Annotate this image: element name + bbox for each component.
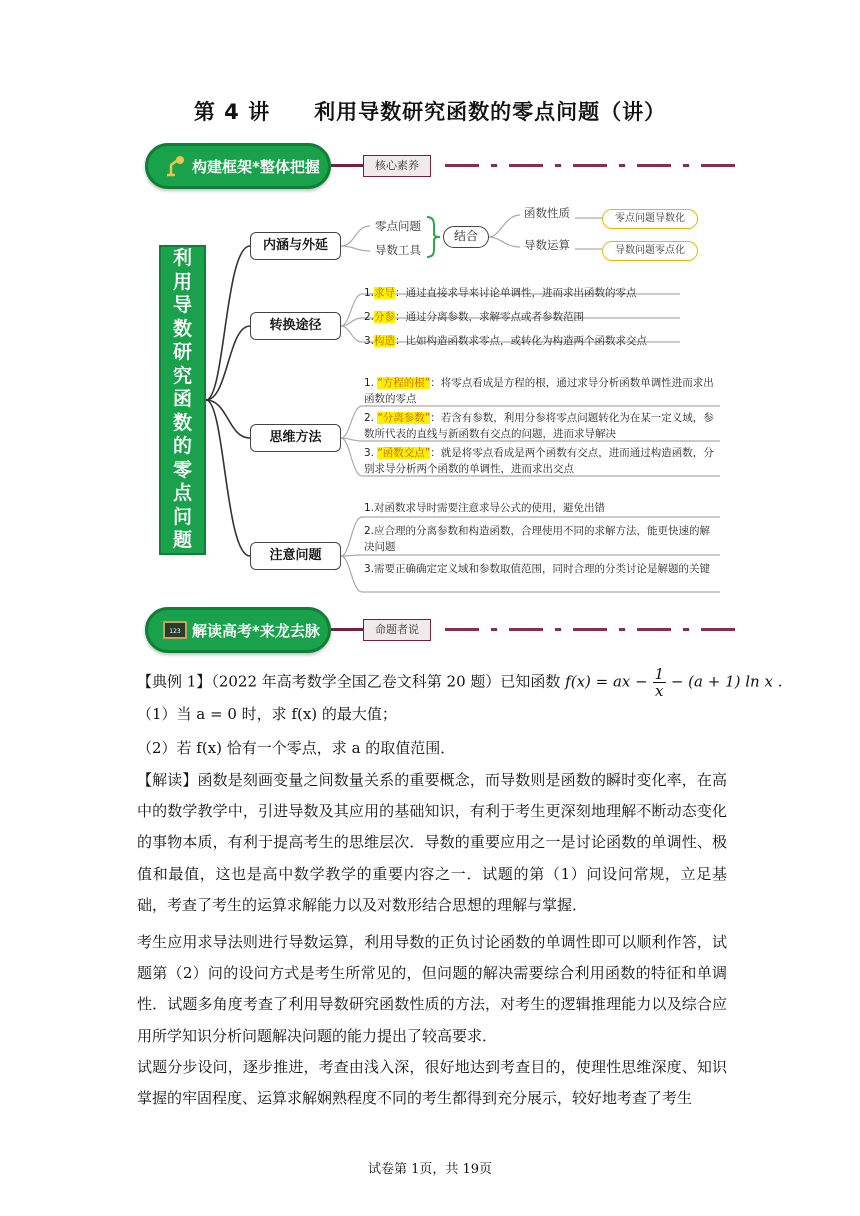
fraction-numerator: 1: [654, 665, 665, 683]
question-1: （1）当 a = 0 时，求 f(x) 的最大值；: [137, 705, 397, 723]
question-2: （2）若 f(x) 恰有一个零点，求 a 的取值范围．: [137, 739, 456, 757]
root-char: 研: [172, 341, 192, 364]
sub-derivative-operation: 导数运算: [524, 238, 570, 252]
thinking-item: [364, 410, 719, 442]
section-label: 解读高考*来龙去脉: [192, 621, 320, 640]
sub-function-property: 函数性质: [524, 206, 570, 220]
thinking-item: [364, 445, 719, 477]
root-char: 函: [172, 388, 192, 411]
item-number: 3.: [364, 447, 378, 459]
root-char: 题: [172, 529, 192, 552]
root-char: 数: [172, 317, 192, 340]
item-text: ：若含有参数，利用分参将零点问题转化为在某一定义域，参数所代表的直线与新函数有交点的问题，进而求导解决: [364, 412, 714, 440]
attention-item: 3.需要正确确定定义域和参数取值范围，同时合理的分类讨论是解题的关键: [364, 563, 711, 575]
section-label: 构建框架*整体把握: [192, 157, 320, 176]
chalkboard-icon: [162, 619, 188, 641]
page-footer: 试卷第 1页，共 19页: [367, 1162, 493, 1177]
conversion-item: [364, 309, 584, 325]
example-statement: [137, 666, 782, 699]
conversion-item: [364, 333, 647, 349]
item-keyword: “方程的根”: [377, 377, 431, 389]
attention-item: 1.对函数求导时需要注意求导公式的使用，避免出错: [364, 502, 606, 514]
section-tag: 核心素养: [363, 155, 431, 177]
section-pill: [145, 607, 331, 653]
item-number: 2.: [364, 311, 375, 323]
oval-derivative-to-zero: 导数问题零点化: [602, 241, 698, 261]
item-text: ：比如构造函数求零点，或转化为构造两个函数求交点: [395, 335, 648, 347]
item-text: ：通过分离参数，求解零点或者参数范围: [395, 311, 585, 323]
conversion-item: [364, 285, 637, 301]
example-lead: 【典例 1】（2022 年高考数学全国乙卷文科第 20 题）已知函数: [137, 672, 561, 691]
lecture-topic: 利用导数研究函数的零点问题（讲）: [314, 100, 667, 124]
mindmap-root: [159, 245, 206, 555]
svg-text:123: 123: [169, 628, 181, 635]
thinking-item: [364, 375, 719, 407]
dashed-rule: [445, 628, 735, 631]
root-char: 导: [172, 294, 192, 317]
item-number: 2.: [364, 412, 378, 424]
formula-lhs: f(x) = ax −: [565, 672, 648, 691]
item-number: 1.: [364, 287, 375, 299]
root-char: 究: [172, 364, 192, 387]
section-band-exam: [145, 607, 735, 657]
formula-fraction: [653, 666, 667, 699]
root-char: 零: [172, 458, 192, 481]
item-keyword: 求导: [374, 287, 396, 299]
section-tag: 命题者说: [363, 619, 431, 641]
root-char: 问: [172, 505, 192, 528]
item-text: ：将零点看成是方程的根，通过求导分析函数单调性进而求出函数的零点: [364, 377, 714, 405]
formula-rhs: − (a + 1) ln x .: [670, 672, 783, 691]
fraction-denominator: x: [655, 682, 664, 700]
item-number: 1.: [364, 377, 378, 389]
root-char: 利: [172, 247, 192, 270]
divider: [331, 628, 363, 631]
item-text: ：通过直接求导来讨论单调性，进而求出函数的零点: [395, 287, 637, 299]
attention-item: 2.应合理的分离参数和构造函数，合理使用不同的求解方法，能更快速的解决问题: [364, 525, 711, 553]
oval-zero-to-derivative: 零点问题导数化: [602, 209, 698, 229]
branch-node-thinking: 思维方法: [250, 424, 341, 452]
root-char: 的: [172, 435, 192, 458]
combine-node: 结合: [443, 226, 489, 248]
item-keyword: “分离参数”: [377, 412, 431, 424]
interpretation-paragraph: 【解读】函数是刻画变量之间数量关系的重要概念，而导数则是函数的瞬时变化率，在高中的数学教学中，引进导数及其应用的基础知识，有利于考生更深刻地理解不断动态变化的事物本质，有利于提高考生的思维层次．导数的重要应用之一是讨论函数的单调性、极值和最值，这也是高中数学教学的重要内容之一．试题的第（1）问设问常规，立足基础，考查了考生的运算求解能力以及对数形结合思想的理解与掌握．: [137, 771, 727, 914]
sub-zero-problem: 零点问题: [375, 219, 421, 233]
lecture-number: 第 4 讲: [193, 100, 271, 124]
summary-paragraph: 试题分步设问，逐步推进，考查由浅入深，很好地达到考查目的，使理性思维深度、知识掌握的牢固程度、运算求解娴熟程度不同的考生都得到充分展示，较好地考查了考生: [137, 1058, 727, 1108]
root-char: 数: [172, 411, 192, 434]
item-text: ：就是将零点看成是两个函数有交点，进而通过构造函数，分别求导分析两个函数的单调性，进而求出交点: [364, 447, 714, 475]
analysis-paragraph: 考生应用求导法则进行导数运算，利用导数的正负讨论函数的单调性即可以顺利作答，试题第（2）问的设问方式是考生所常见的，但问题的解决需要综合利用函数的特征和单调性．试题多角度考查了利用导数研究函数性质的方法，对考生的逻辑推理能力以及综合应用所学知识分析问题解决问题的能力提出了较高要求．: [137, 933, 727, 1045]
branch-node-attention: 注意问题: [250, 542, 341, 570]
item-keyword: 构造: [374, 335, 396, 347]
item-number: 3.: [364, 335, 375, 347]
root-char: 点: [172, 482, 192, 505]
branch-node-conversion: 转换途径: [250, 312, 341, 340]
item-keyword: “函数交点”: [377, 447, 431, 459]
item-keyword: 分参: [374, 311, 396, 323]
sub-derivative-tool: 导数工具: [375, 243, 421, 257]
root-char: 用: [172, 270, 192, 293]
branch-node-connotation: 内涵与外延: [250, 232, 341, 260]
